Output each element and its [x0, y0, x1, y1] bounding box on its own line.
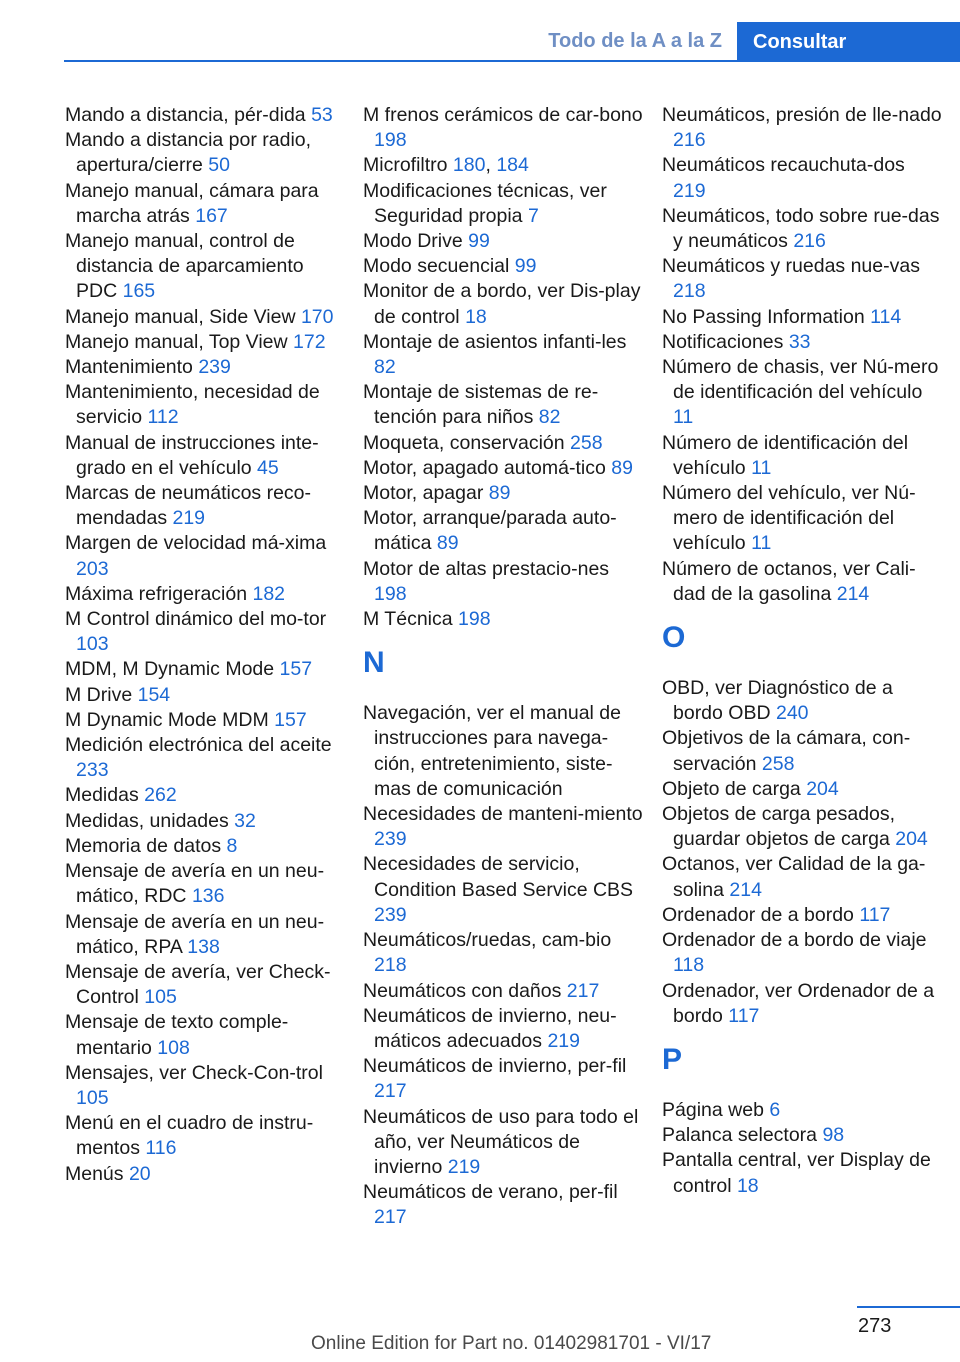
entry-term: Neumáticos de uso para todo el año, ver Neumáticos de invierno: [363, 1105, 639, 1178]
index-entry: [363, 456, 643, 481]
page-link[interactable]: 239: [374, 828, 407, 851]
entry-term: Microfiltro: [363, 154, 453, 177]
entry-term: Manejo manual, control de distancia de aparcamiento PDC: [65, 230, 304, 303]
entry-term: M Dynamic Mode MDM: [65, 708, 275, 731]
entry-term: Modificaciones técnicas, ver Seguridad propia: [363, 179, 607, 227]
entry-term: M Técnica: [363, 608, 459, 631]
footer-rule: [857, 1306, 960, 1308]
entry-term: Página web: [662, 1098, 770, 1121]
entry-term: Mensajes, ver Check-Con-trol: [65, 1061, 323, 1084]
entry-term: M frenos cerámicos de car-bono: [363, 104, 643, 126]
index-entry: [363, 153, 643, 178]
page-link[interactable]: 89: [611, 456, 633, 479]
page-link[interactable]: 136: [191, 885, 225, 908]
page-link[interactable]: 89: [436, 532, 459, 555]
entry-term: Motor, arranque/parada auto-mática: [363, 507, 617, 555]
entry-term: Objeto de carga: [662, 777, 807, 800]
index-entry: [65, 355, 345, 380]
page-link[interactable]: 89: [488, 482, 511, 505]
edition-note: Online Edition for Part no. 01402981701 - VI/17: [311, 1333, 712, 1354]
index-entry: [65, 859, 345, 909]
page-link[interactable]: 154: [137, 683, 171, 706]
entry-term: Neumáticos y ruedas nue-vas: [662, 255, 920, 278]
page-link[interactable]: 218: [673, 280, 706, 303]
page-link[interactable]: 117: [859, 903, 891, 926]
consultar-tab[interactable]: Consultar: [737, 22, 960, 62]
page-link[interactable]: 262: [144, 784, 177, 807]
page-link[interactable]: 172: [293, 330, 326, 353]
page-link[interactable]: 214: [836, 582, 870, 605]
page-link[interactable]: 117: [728, 1004, 760, 1027]
index-entry: [363, 380, 643, 430]
index-letter-p: P: [662, 1042, 683, 1076]
page-link[interactable]: 239: [374, 903, 407, 926]
entry-term: Manejo manual, Side View: [65, 305, 301, 328]
index-column-2: [363, 103, 643, 1231]
page-link[interactable]: 184: [496, 154, 529, 177]
entry-term: Mensaje de texto comple-mentario: [65, 1011, 289, 1059]
page-link[interactable]: 216: [793, 230, 826, 253]
page-link[interactable]: 118: [673, 954, 705, 977]
page-link[interactable]: 157: [279, 658, 313, 681]
entry-term: Navegación, ver el manual de instrucciones para navega-ción, entretenimiento, siste-mas de comunicación: [363, 702, 621, 800]
index-entry: [662, 557, 942, 607]
index-entry: [662, 330, 942, 355]
index-entry: [65, 683, 345, 708]
page-link[interactable]: 217: [566, 979, 600, 1002]
index-entry: [65, 481, 345, 531]
entry-term: Modo secuencial: [363, 255, 515, 278]
entry-term: Necesidades de servicio, Condition Based Service CBS: [363, 853, 634, 901]
entry-term: Número de identificación del vehículo: [662, 431, 909, 479]
page-link[interactable]: 82: [374, 356, 396, 379]
index-entry: [65, 128, 345, 178]
index-entry: [65, 1010, 345, 1060]
index-entry: [65, 733, 345, 783]
entry-term: Memoria de datos: [65, 834, 227, 857]
index-column-3: [662, 103, 942, 1199]
index-entry: [363, 103, 643, 153]
index-entry: [65, 380, 345, 430]
page-link[interactable]: 116: [145, 1137, 177, 1160]
index-entry: [363, 1054, 643, 1104]
index-entry: [65, 657, 345, 682]
entry-term: Máxima refrigeración: [65, 582, 253, 605]
page-link[interactable]: 216: [673, 129, 706, 152]
index-entry: [65, 960, 345, 1010]
index-entry: [662, 305, 942, 330]
page-link[interactable]: 138: [187, 935, 220, 958]
index-entry: [65, 1061, 345, 1111]
entry-term: Neumáticos de verano, per-fil: [363, 1181, 618, 1204]
page-link[interactable]: 18: [465, 305, 487, 328]
entry-term: Neumáticos, todo sobre rue-das y neumáticos: [662, 204, 940, 253]
page-link[interactable]: 99: [514, 255, 537, 278]
entry-term: Monitor de a bordo, ver Dis-play de control: [363, 280, 641, 328]
page-link[interactable]: 53: [311, 104, 333, 126]
page-link[interactable]: 219: [547, 1029, 580, 1052]
index-letter-o: O: [662, 621, 686, 655]
page-link[interactable]: 258: [761, 752, 795, 775]
entry-term: Número de chasis, ver Nú-mero de identificación del vehículo: [662, 356, 939, 404]
entry-term: Manual de instrucciones inte-grado en el vehículo: [65, 431, 319, 479]
index-entry: [65, 607, 345, 657]
index-entry: [363, 557, 643, 607]
index-entry: [363, 431, 643, 456]
index-entry: [65, 783, 345, 808]
index-entry: [65, 809, 345, 834]
entry-term: Moqueta, conservación: [363, 431, 571, 454]
page-link[interactable]: 219: [447, 1155, 481, 1178]
entry-term: Mando a distancia por radio, apertura/cierre: [65, 129, 312, 177]
index-entry: [662, 1148, 942, 1198]
index-entry: [65, 910, 345, 960]
page-link[interactable]: 258: [570, 431, 603, 454]
page-link[interactable]: 239: [198, 356, 231, 379]
page-link[interactable]: 165: [122, 280, 156, 303]
page-link[interactable]: 167: [195, 204, 228, 227]
page-link[interactable]: 8: [226, 834, 238, 857]
page-link[interactable]: 112: [147, 406, 179, 429]
index-entry: [363, 701, 643, 802]
entry-term: Manejo manual, cámara para marcha atrás: [65, 179, 319, 227]
page-link[interactable]: 99: [468, 230, 490, 253]
page-link[interactable]: 11: [673, 406, 694, 429]
entry-term: Mensaje de avería, ver Check-Control: [65, 960, 331, 1009]
index-entry: [662, 802, 942, 852]
entry-term: Neumáticos, presión de lle-nado: [662, 104, 942, 126]
entry-term: Neumáticos de invierno, per-fil: [363, 1055, 627, 1078]
page-link[interactable]: 219: [172, 507, 206, 530]
index-entry: [65, 305, 345, 330]
index-entry: [662, 153, 942, 203]
page-link[interactable]: 198: [374, 129, 407, 152]
index-entry: [662, 676, 942, 726]
index-entry: [363, 852, 643, 928]
page-link[interactable]: 33: [788, 330, 811, 353]
index-entry: [363, 1180, 643, 1230]
entry-term: Margen de velocidad má-xima: [65, 532, 327, 555]
page-link[interactable]: 50: [208, 154, 230, 177]
entry-term: Modo Drive: [363, 230, 469, 253]
index-entry: [363, 254, 643, 279]
page-number: 273: [858, 1315, 892, 1337]
entry-term: Objetos de carga pesados, guardar objetos de carga: [662, 803, 896, 851]
entry-term: Mensaje de avería en un neu-mático, RPA: [65, 910, 325, 958]
entry-term: Neumáticos de invierno, neu-máticos adecuados: [363, 1004, 617, 1052]
index-entry: [662, 726, 942, 776]
index-entry: [363, 330, 643, 380]
entry-term: Número de octanos, ver Cali-dad de la gasolina: [662, 557, 916, 605]
page-link[interactable]: 217: [374, 1206, 407, 1229]
page-link[interactable]: 214: [729, 878, 762, 901]
entry-term: Mantenimiento, necesidad de servicio: [65, 381, 320, 429]
entry-term: Medidas, unidades: [65, 809, 235, 832]
index-entry: [363, 1004, 643, 1054]
page-link[interactable]: 32: [234, 809, 256, 832]
entry-term: Neumáticos/ruedas, cam-bio: [363, 929, 612, 952]
index-entry: [363, 179, 643, 229]
index-entry: [662, 254, 942, 304]
entry-term: M Drive: [65, 683, 138, 706]
page-link[interactable]: 11: [751, 532, 772, 555]
page-link[interactable]: 11: [751, 456, 772, 479]
page-link[interactable]: 45: [257, 456, 279, 479]
entry-term: Palanca selectora: [662, 1124, 823, 1147]
index-entry: [662, 979, 942, 1029]
index-entry: [65, 330, 345, 355]
page-separator: ,: [485, 154, 497, 177]
index-entry: [662, 204, 942, 254]
entry-term: Manejo manual, Top View: [65, 330, 294, 353]
index-entry: [662, 481, 942, 557]
index-entry: [65, 834, 345, 859]
entry-term: Motor, apagar: [363, 482, 489, 505]
entry-term: Motor de altas prestacio-nes: [363, 557, 610, 580]
entry-term: Mando a distancia, pér-dida: [65, 104, 312, 126]
entry-term: Montaje de sistemas de re-tención para niños: [363, 381, 599, 429]
index-entry: [662, 928, 942, 978]
page-link[interactable]: 105: [144, 986, 177, 1009]
index-entry: [363, 607, 643, 632]
page-link[interactable]: 198: [374, 582, 407, 605]
page-link[interactable]: 204: [806, 777, 839, 800]
entry-term: Ordenador de a bordo de viaje: [662, 929, 927, 952]
index-entry: [65, 582, 345, 607]
header-rule: [64, 60, 960, 62]
index-entry: [363, 481, 643, 506]
index-entry: [65, 103, 345, 128]
index-entry: [65, 229, 345, 305]
entry-term: Objetivos de la cámara, con-servación: [662, 727, 911, 775]
index-entry: [662, 903, 942, 928]
page-link[interactable]: 233: [76, 759, 109, 782]
index-entry: [65, 531, 345, 581]
index-entry: [65, 1111, 345, 1161]
section-title: Todo de la A a la Z: [548, 30, 722, 52]
page-link[interactable]: 82: [538, 406, 561, 429]
page-link[interactable]: 98: [822, 1124, 845, 1147]
page-link[interactable]: 103: [76, 633, 109, 656]
entry-term: Neumáticos recauchuta-dos: [662, 154, 905, 177]
page-link[interactable]: 219: [673, 179, 706, 202]
index-column-1: [65, 103, 345, 1187]
entry-term: Mensaje de avería en un neu-mático, RDC: [65, 860, 325, 908]
page-link[interactable]: 217: [374, 1080, 407, 1103]
index-entry: [363, 979, 643, 1004]
entry-term: Neumáticos con daños: [363, 979, 567, 1002]
entry-term: Marcas de neumáticos reco-mendadas: [65, 482, 312, 530]
entry-term: Montaje de asientos infanti-les: [363, 330, 627, 353]
index-entry: [363, 1105, 643, 1181]
index-entry: [363, 506, 643, 556]
page-link[interactable]: 240: [775, 702, 809, 725]
entry-term: MDM, M Dynamic Mode: [65, 658, 280, 681]
page-link[interactable]: 105: [76, 1086, 109, 1109]
index-entry: [363, 802, 643, 852]
page-link[interactable]: 218: [374, 954, 407, 977]
index-entry: [662, 852, 942, 902]
entry-term: OBD, ver Diagnóstico de a bordo OBD: [662, 677, 893, 725]
entry-term: No Passing Information: [662, 305, 871, 328]
entry-term: Menú en el cuadro de instru-mentos: [65, 1112, 314, 1160]
entry-term: Pantalla central, ver Display de control: [662, 1149, 931, 1197]
entry-term: Medición electrónica del aceite: [65, 734, 332, 757]
entry-term: Ordenador de a bordo: [662, 903, 860, 926]
index-entry: [662, 777, 942, 802]
page-link[interactable]: 108: [157, 1036, 190, 1059]
page-link[interactable]: 198: [458, 608, 491, 631]
page-header: [0, 0, 960, 62]
page-link[interactable]: 182: [252, 582, 286, 605]
entry-term: Menús: [65, 1162, 129, 1185]
entry-term: Octanos, ver Calidad de la ga-solina: [662, 853, 926, 901]
index-entry: [662, 1123, 942, 1148]
index-entry: [65, 1162, 345, 1187]
page-link[interactable]: 6: [769, 1098, 781, 1121]
index-entry: [65, 708, 345, 733]
entry-term: Mantenimiento: [65, 356, 199, 379]
entry-term: Motor, apagado automá-tico: [363, 456, 612, 479]
index-entry: [662, 1098, 942, 1123]
page-link[interactable]: 157: [274, 708, 307, 731]
entry-term: Número del vehículo, ver Nú-mero de identificación del vehículo: [662, 482, 916, 555]
page-link[interactable]: 180: [452, 154, 486, 177]
page-link[interactable]: 204: [895, 828, 928, 851]
entry-term: M Control dinámico del mo-tor: [65, 608, 327, 631]
page-link[interactable]: 170: [300, 305, 334, 328]
index-entry: [363, 279, 643, 329]
page-link[interactable]: 18: [736, 1174, 759, 1197]
entry-term: Notificaciones: [662, 330, 789, 353]
index-entry: [363, 229, 643, 254]
index-entry: [65, 179, 345, 229]
entry-term: Necesidades de manteni-miento: [363, 803, 643, 826]
entry-term: Medidas: [65, 784, 145, 807]
index-entry: [662, 103, 942, 153]
page-link[interactable]: 20: [128, 1162, 151, 1185]
index-entry: [662, 355, 942, 431]
page-link[interactable]: 7: [527, 204, 539, 227]
index-entry: [662, 431, 942, 481]
index-entry: [363, 928, 643, 978]
page-link[interactable]: 114: [870, 305, 902, 328]
index-entry: [65, 431, 345, 481]
index-letter-n: N: [363, 646, 385, 680]
entry-term: Ordenador, ver Ordenador de a bordo: [662, 979, 935, 1027]
page-link[interactable]: 203: [76, 557, 109, 580]
